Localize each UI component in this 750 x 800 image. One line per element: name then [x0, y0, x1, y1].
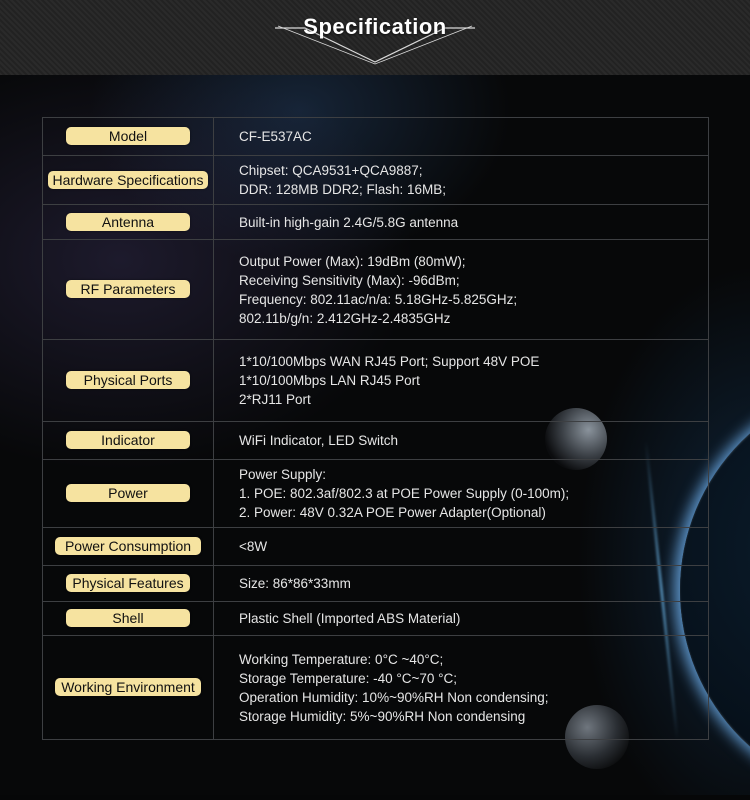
- table-row: [43, 240, 709, 340]
- row-value: Storage Humidity: 5%~90%RH Non condensing: [239, 708, 526, 724]
- table-row: [43, 118, 709, 156]
- table-row: [43, 156, 709, 205]
- row-label: Antenna: [66, 213, 190, 231]
- row-value: Storage Temperature: -40 °C~70 °C;: [239, 670, 458, 686]
- row-value: Built-in high-gain 2.4G/5.8G antenna: [239, 214, 459, 230]
- table-row: [43, 460, 709, 528]
- row-value: <8W: [239, 539, 268, 554]
- spec-table: [42, 117, 709, 740]
- row-value: 2*RJ11 Port: [239, 392, 311, 407]
- row-label: Physical Features: [66, 574, 190, 592]
- table-row: [43, 636, 709, 740]
- row-value: Operation Humidity: 10%~90%RH Non condensing;: [239, 689, 549, 705]
- row-value: Plastic Shell (Imported ABS Material): [239, 611, 461, 626]
- row-value: Chipset: QCA9531+QCA9887;: [239, 163, 423, 178]
- row-label: Power: [66, 484, 190, 502]
- row-value: 802.11b/g/n: 2.412GHz-2.4835GHz: [239, 310, 451, 326]
- row-value: 1*10/100Mbps LAN RJ45 Port: [239, 373, 420, 388]
- row-label: Physical Ports: [66, 371, 190, 389]
- row-value: Power Supply:: [239, 467, 327, 482]
- row-label: Power Consumption: [55, 537, 201, 555]
- row-label: Hardware Specifications: [48, 171, 208, 189]
- row-label: Shell: [66, 609, 190, 627]
- row-value: 2. Power: 48V 0.32A POE Power Adapter(Optional): [239, 505, 546, 520]
- table-row: [43, 566, 709, 602]
- row-value: 1*10/100Mbps WAN RJ45 Port; Support 48V POE: [239, 354, 540, 369]
- row-value: Frequency: 802.11ac/n/a: 5.18GHz-5.825GHz;: [239, 291, 518, 307]
- table-row: [43, 340, 709, 422]
- row-label: RF Parameters: [66, 280, 190, 298]
- section-header: [0, 0, 750, 75]
- table-row: [43, 602, 709, 636]
- row-value: DDR: 128MB DDR2; Flash: 16MB;: [239, 182, 447, 197]
- row-value: CF-E537AC: [239, 129, 312, 144]
- row-value: WiFi Indicator, LED Switch: [239, 433, 399, 448]
- row-value: 1. POE: 802.3af/802.3 at POE Power Supply (0-100m);: [239, 486, 570, 501]
- table-row: [43, 422, 709, 460]
- page-title: Specification: [303, 14, 447, 39]
- row-value: Working Temperature: 0°C ~40°C;: [239, 651, 444, 667]
- table-row: [43, 205, 709, 240]
- row-value: Receiving Sensitivity (Max): -96dBm;: [239, 272, 460, 288]
- row-value: Size: 86*86*33mm: [239, 576, 351, 591]
- table-row: [43, 528, 709, 566]
- row-label: Model: [66, 127, 190, 145]
- row-label: Indicator: [66, 431, 190, 449]
- row-label: Working Environment: [55, 678, 201, 696]
- row-value: Output Power (Max): 19dBm (80mW);: [239, 253, 466, 269]
